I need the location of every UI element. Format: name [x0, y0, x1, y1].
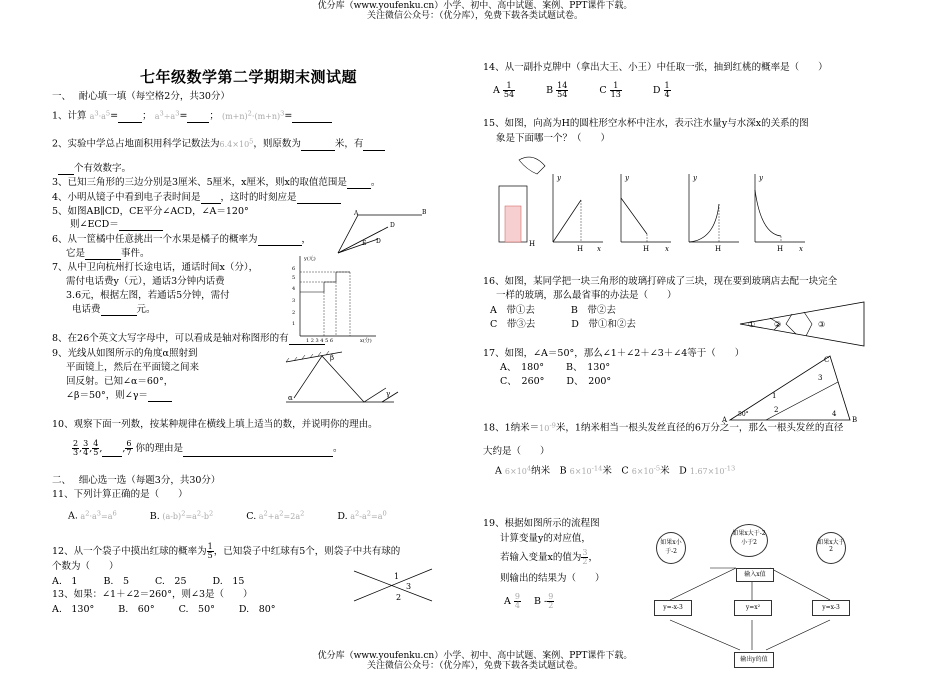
question-12-options: A. 1 B. 5 C. 25 D. 15	[52, 576, 245, 587]
phone-fee-graph	[290, 252, 380, 342]
svg-text:γ: γ	[386, 390, 391, 398]
question-17-options-2: C、 260° D、 200°	[500, 376, 612, 387]
question-8: 8、在26个英文大写字母中，可以看成是轴对称图形的有	[52, 333, 325, 345]
mirror-reflection-figure	[282, 348, 402, 408]
svg-text:D: D	[390, 222, 395, 229]
flow-cond-3: 如果x大于2	[816, 532, 846, 564]
svg-text:x(分): x(分)	[360, 338, 372, 344]
svg-text:y: y	[759, 174, 763, 182]
svg-text:H: H	[777, 245, 784, 253]
question-13-options: A. 130° B. 60° C. 50° D. 80°	[52, 604, 276, 615]
svg-text:3: 3	[292, 298, 296, 304]
question-4: 4、小明从镜子中看到电子表时间是 ，这时的时刻应是	[52, 192, 341, 204]
triangle-angles-figure	[720, 352, 860, 424]
question-14-options: A $\frac{1}{54}$ B $\frac{14}{54}$ C $\frac{1}{13}$ D $\frac{1}{4}$	[493, 81, 670, 99]
svg-text:2: 2	[396, 593, 402, 602]
intersecting-lines-figure	[352, 565, 437, 605]
svg-text:③: ③	[818, 320, 826, 329]
question-19-line-2: 计算变量y的对应值，	[500, 533, 591, 544]
question-10: 10、观察下面一列数，按某种规律在横线上填上适当的数，并说明你的理由。	[52, 419, 378, 430]
svg-text:50°: 50°	[738, 411, 749, 418]
question-16-options-2: C 带③去 D 带①和②去	[490, 319, 636, 330]
flow-cond-1: 如果x小于-2	[656, 532, 686, 564]
flow-formula-1: y=-x-3	[654, 600, 692, 616]
svg-text:1: 1	[772, 392, 777, 400]
question-7-line-2: 需付电话费y（元），通话3分钟内话费	[66, 276, 225, 287]
footer-line-1: 优分库（www.youfenku.cn）小学、初中、高中试题、案例、PPT课件下载。	[317, 651, 633, 661]
svg-text:y: y	[557, 174, 561, 182]
svg-text:A: A	[722, 416, 728, 424]
question-17: 17、如图，∠A＝50°，那么∠1＋∠2＋∠3＋∠4等于（ ）	[483, 348, 745, 359]
flow-output: 输出y的值	[734, 652, 774, 668]
question-7-line-4: 电话费 元。	[72, 304, 156, 315]
svg-text:y: y	[693, 174, 697, 182]
question-12: 12、从一个袋子中摸出红球的概率为 $\frac{1}{5}$ ，已知袋子中红球有5个，则袋子中共有球的	[52, 542, 401, 560]
question-3: 3、已知三角形的三边分别是3厘米、5厘米，x厘米，则x的取值范围是 。	[52, 177, 381, 188]
svg-text:H: H	[577, 245, 584, 253]
svg-text:1: 1	[394, 572, 400, 581]
svg-text:y(元): y(元)	[304, 256, 316, 262]
question-6: 6、从一筐橘中任意挑出一个水果是橘子的概率为 ，	[52, 234, 312, 245]
svg-text:D: D	[376, 238, 381, 245]
question-12-cont: 个数为（ ）	[52, 561, 119, 572]
header-line-2: 关注微信公众号：（优分库），免费下载各类试题试卷。	[366, 11, 583, 21]
question-10-sequence: $\frac{2}{3}$ , $\frac{3}{4}$ , $\frac{4}{5}$ , , $\frac{6}{7}$ 你的理由是 。	[73, 439, 343, 457]
question-19-line-4: 则输出的结果为（ ）	[500, 573, 605, 584]
question-18-cont: 大约是（ ）	[483, 446, 550, 457]
question-14: 14、从一副扑克牌中（拿出大王、小王）中任取一张，抽到红桃的概率是（ ）	[483, 62, 828, 73]
svg-text:1: 1	[292, 321, 296, 327]
flow-cond-2: 如果x大于-2小于2	[730, 524, 768, 557]
svg-text:C: C	[824, 356, 830, 364]
question-2-cont: 个有效数字。	[58, 163, 131, 175]
question-11: 11、下列计算正确的是（ ）	[52, 489, 188, 500]
question-19-options: A $\frac{9}{4}$ B - $\frac{9}{2}$	[504, 592, 554, 610]
svg-text:B: B	[852, 416, 858, 424]
svg-text:y: y	[625, 174, 629, 182]
section-1-heading: 一、 耐心填一填（每空格2分，共30分）	[52, 91, 230, 102]
svg-text:H: H	[643, 245, 650, 253]
page-title: 七年级数学第二学期期末测试题	[140, 68, 358, 86]
svg-text:①: ①	[748, 320, 756, 329]
svg-text:4: 4	[832, 410, 837, 418]
question-6-cont: 它是 事件。	[66, 248, 150, 259]
question-16-options-1: A 带①去 B 带②去	[490, 305, 616, 316]
footer-line-2: 关注微信公众号：（优分库），免费下载各类试题试卷。	[366, 661, 583, 671]
svg-text:3: 3	[406, 582, 412, 591]
question-16-cont: 一样的玻璃，那么最省事的办法是（ ）	[496, 290, 677, 301]
svg-text:β: β	[330, 354, 335, 362]
question-7-line-3: 3.6元，根据左图，若通话5分钟，需付	[66, 290, 230, 301]
question-5-cont: 则∠ECD＝	[70, 219, 163, 231]
question-17-options-1: A、 180° B、 130°	[500, 362, 611, 373]
question-19-line-1: 19、根据如图所示的流程图	[483, 518, 600, 529]
svg-text:α: α	[288, 394, 293, 402]
question-2: 2、实验中学总占地面积用科学记数法为$6.4\times 10^5$，则原数为 米，有	[52, 135, 385, 151]
svg-text:5: 5	[292, 275, 296, 281]
flow-input: 输入x值	[736, 568, 774, 582]
flow-formula-3: y=x-3	[812, 600, 850, 616]
svg-text:H: H	[715, 245, 722, 253]
svg-text:②: ②	[774, 320, 782, 329]
svg-text:2: 2	[292, 310, 296, 316]
svg-text:1 2 3 4 5 6: 1 2 3 4 5 6	[306, 338, 334, 344]
question-15: 15、如图，向高为H的圆柱形空水杯中注水，表示注水量y与水深x的关系的图	[483, 118, 809, 129]
broken-glass-figure	[738, 300, 868, 348]
header-line-1: 优分库（www.youfenku.cn）小学、初中、高中试题、案例、PPT课件下载。	[317, 1, 633, 11]
flow-formula-2: y=x²	[734, 600, 772, 616]
svg-text:x: x	[597, 245, 601, 253]
question-16: 16、如图，某同学把一块三角形的玻璃打碎成了三块，现在要到玻璃店去配一块完全	[483, 276, 838, 287]
question-15-cont: 象是下面哪一个？（ ）	[496, 133, 611, 144]
svg-text:A: A	[354, 210, 359, 217]
question-9-line-3: 回反射。已知∠α＝60°，	[66, 376, 174, 387]
svg-text:4: 4	[292, 286, 296, 292]
question-9-line-4: ∠β＝50°，则∠γ＝	[66, 390, 172, 402]
svg-text:x: x	[665, 245, 669, 253]
question-19-line-3: 若输入变量x的值为 $\frac{3}{2}$ ，	[500, 548, 598, 566]
water-cup-graphs	[493, 150, 833, 255]
question-1: 1、计算 $a^3\cdot a^5=$ ； $a^3\div a^3=$ ； $(m+n)^2\cdot(m+n)^3=$	[52, 107, 332, 123]
svg-text:3: 3	[818, 374, 823, 382]
svg-text:E: E	[362, 240, 367, 247]
svg-text:2: 2	[774, 406, 779, 414]
svg-text:6: 6	[292, 266, 296, 272]
question-13: 13、如果：∠1＋∠2＝260°，则∠3是（ ）	[52, 589, 253, 600]
question-9-line-2: 平面镜上，然后在平面镜之间来	[66, 362, 200, 373]
question-18-options: A $6\times 10^4$纳米 B $6\times 10^{-14}$米 C $6\times 10^{-5}$米 D $1.67\times 10^{-13}$	[495, 464, 736, 477]
question-5: 5、如图AB∥CD，CE平分∠ACD，∠A＝120°	[52, 206, 249, 217]
question-7-line-1: 7、从中卫向杭州打长途电话，通话时间x（分），	[52, 262, 259, 273]
question-9-line-1: 9、光线从如图所示的角度α照射到	[52, 348, 198, 359]
svg-text:H: H	[529, 240, 536, 248]
question-11-options: A. $a^2\cdot a^3=a^6$ B. $(a-b)^2=a^2-b^2$ C. $a^2+a^2=2a^2$ D. $a^2-a^2=a^0$	[68, 509, 387, 522]
section-2-heading: 二、 细心选一选（每题3分，共30分）	[52, 475, 221, 486]
svg-text:x: x	[799, 245, 803, 253]
question-18: 18、1纳米$=10^{-9}$米，1纳米相当一根头发丝直径的6万分之一，那么一根头发丝的直径	[483, 421, 844, 434]
svg-text:B: B	[422, 209, 427, 216]
